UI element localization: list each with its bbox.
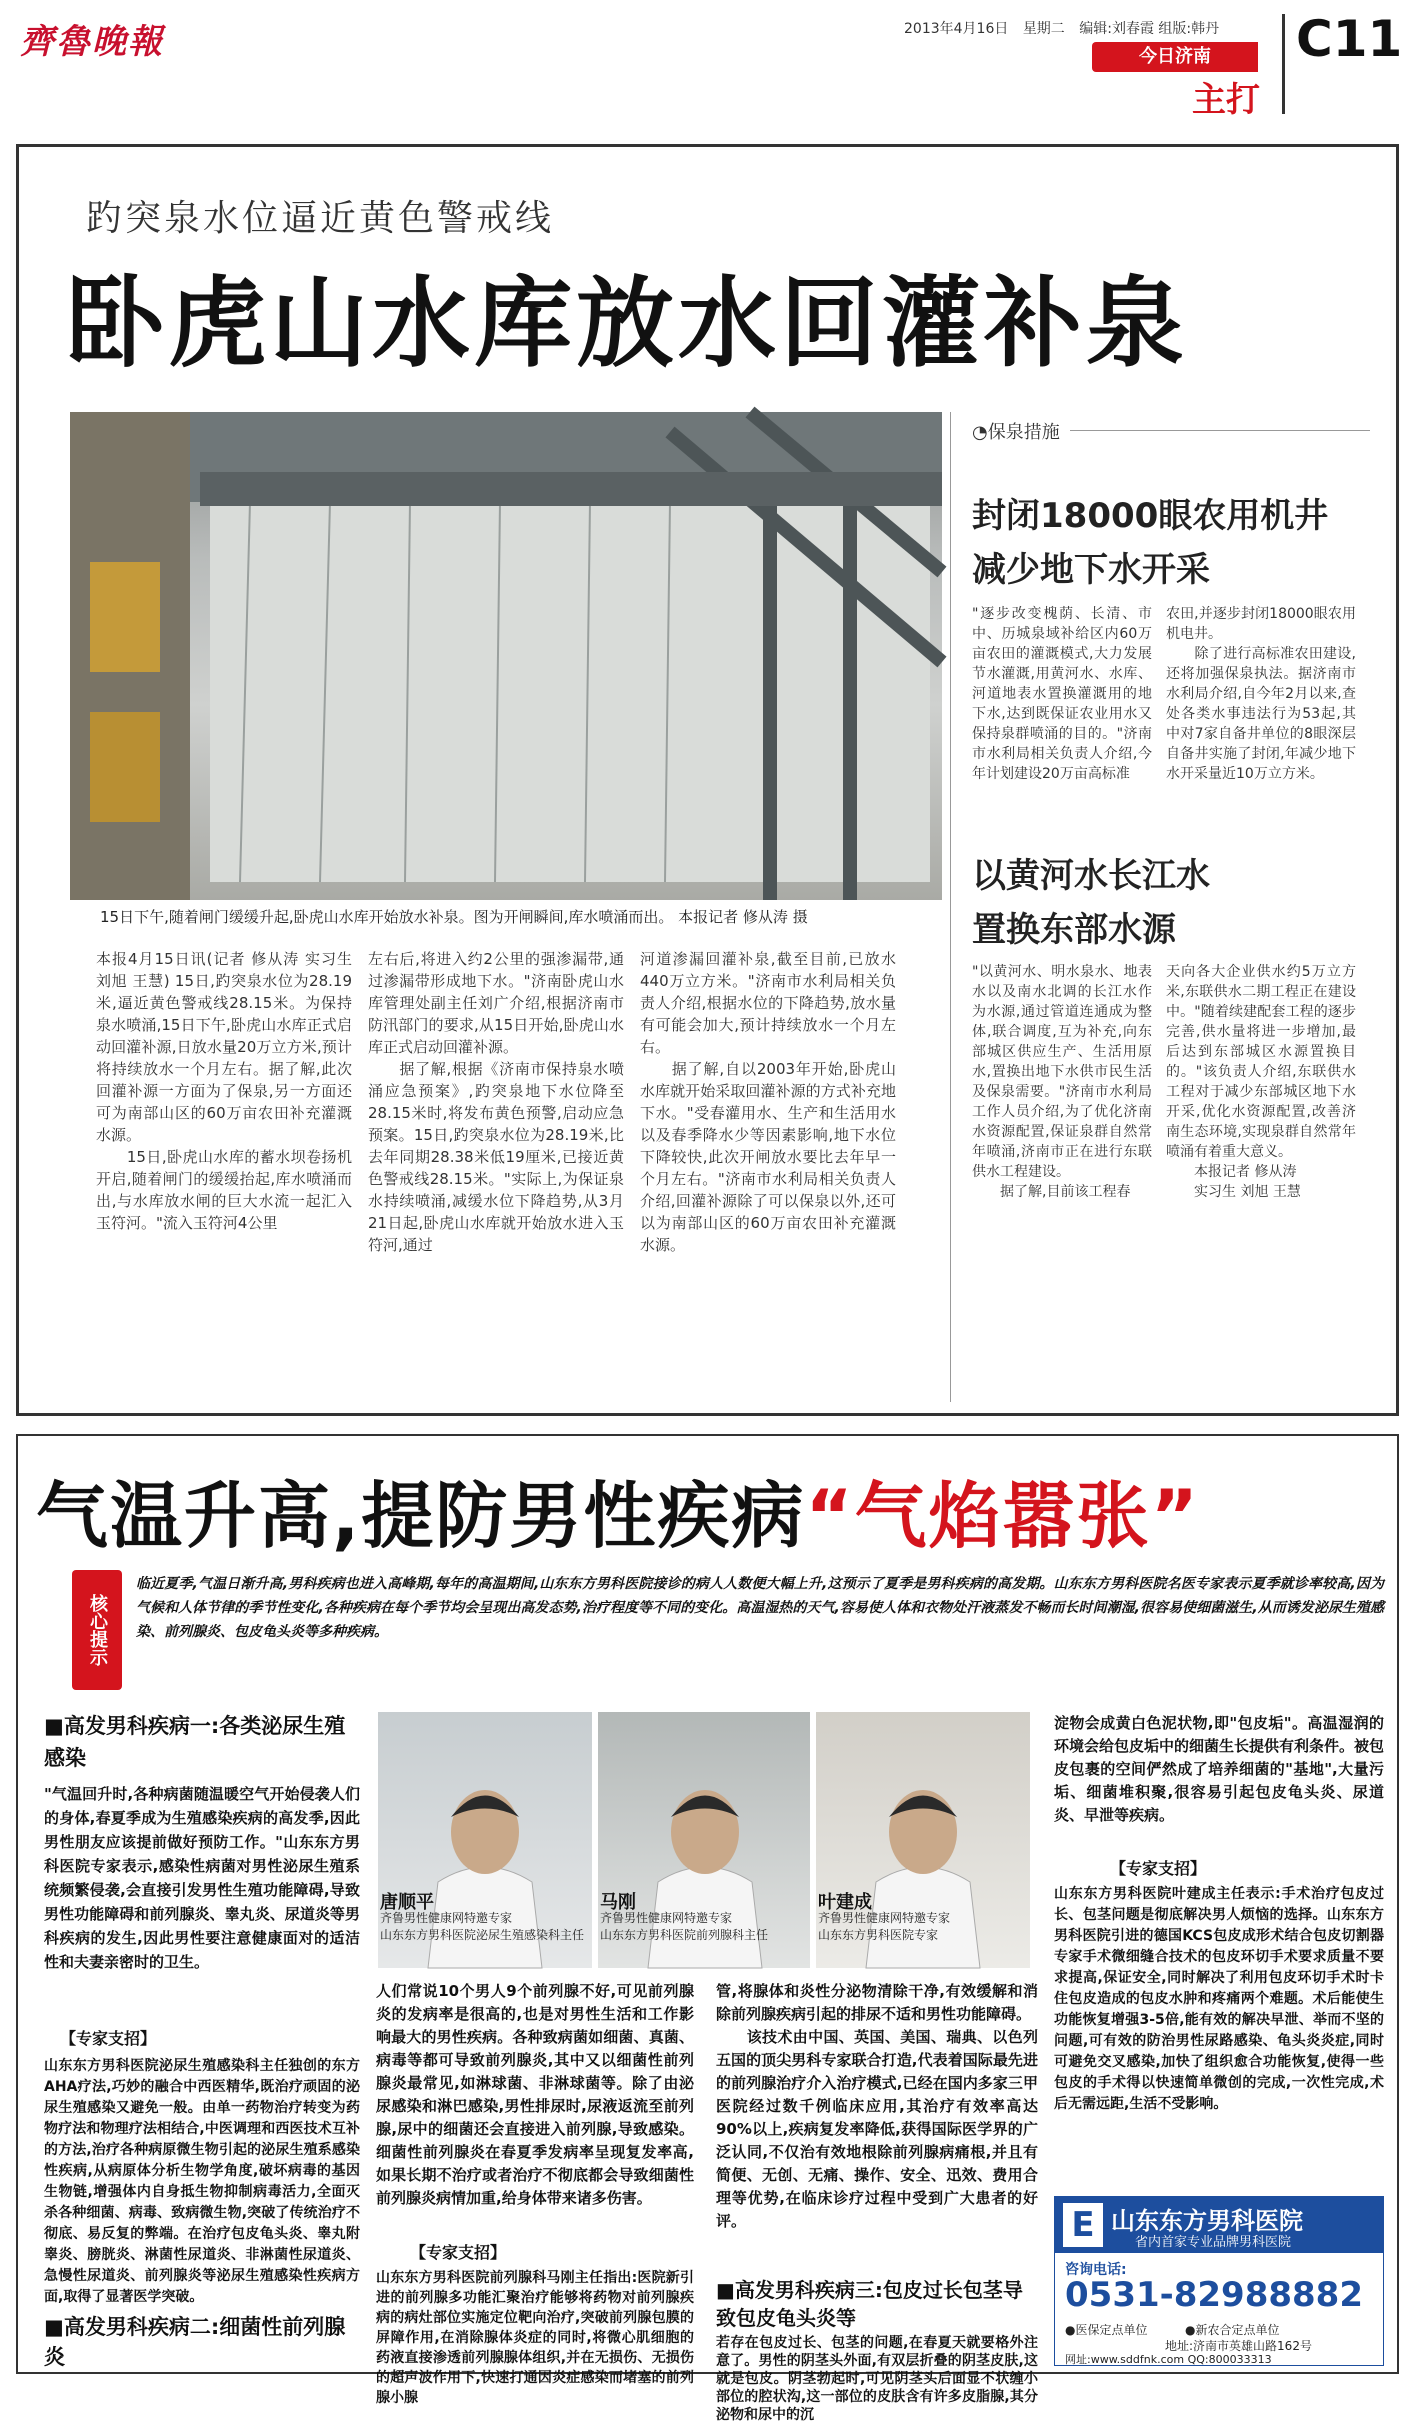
doctor-title-1: 齐鲁男性健康网特邀专家 山东东方男科医院泌尿生殖感染科主任: [380, 1911, 585, 1942]
phone-label: 咨询电话:: [1065, 2262, 1127, 2278]
sec1-expert-text: 山东东方男科医院泌尿生殖感染科主任独创的东方AHA疗法,巧妙的融合中西医精华,既治疗顽固的泌尿生殖感染又避免一般。由单一药物治疗转变为药物疗法和物理疗法相结合,中医调理和西医技术互补的方法,治疗各种病原微生物引起的泌尿生殖系感染性疾病,从病原体分析生物学角度,破坏病毒的基因生物链,增强体内自身抵生物抑制病毒活力,全面灭杀各种细菌、病毒、致病微生物,突破了传统治疗不彻底、易反复的弊端。在治疗包皮龟头炎、睾丸附睾炎、膀胱炎、淋菌性尿道炎、非淋菌性尿道炎、急慢性尿道炎、前列腺炎等泌尿生殖感染性疾病方面,取得了显著医学突破。: [44, 2058, 360, 2305]
article-body-col2: 左右后,将进入约2公里的强渗漏带,通过渗漏带形成地下水。"济南卧虎山水库管理处副主任刘广介绍,根据济南市防汛部门的要求,从15日开始,卧虎山水库正式启动回灌补源。 据了解,根据《济南市保持泉水喷涌应急预案》,趵突泉地下水位降至28.15米时,将发布黄色预警,启动应急预案。15日,趵突泉水位为28.19米,比去年同期28.38米低19厘米,已接近黄色警戒线28.15米。"实际上,为保证泉水持续喷涌,减缓水位下降趋势,从3月21日起,卧虎山水库就开始放水进入玉符河,通过: [368, 950, 624, 1254]
mid-col2-text: 管,将腺体和炎性分泌物清除干净,有效缓解和消除前列腺疾病引起的排尿不适和男性功能障碍。 该技术由中国、英国、美国、瑞典、以色列五国的顶尖男科专家联合打造,代表着国际最先进的前列腺治疗介入治疗模式,已经在国内多家三甲医院经过数千例临床应用,其治疗有效率高达90%以上,疾病复发率降低,获得国际医学界的广泛认同,不仅治有效地根除前列腺病痛根,并且有简便、无创、无痛、操作、安全、迅效、费用合理等优势,在临床诊疗过程中受到广大患者的好评。: [716, 1982, 1038, 2230]
sec3-title: ■高发男科疾病三:包皮过长包茎导致包皮龟头炎等: [716, 2278, 1023, 2330]
newspaper-logo: 齊魯晚報: [20, 22, 164, 62]
hospital-slogan: 省内首家专业品牌男科医院: [1135, 2235, 1292, 2250]
core-text: 临近夏季,气温日渐升高,男科疾病也进入高峰期,每年的高温期间,山东东方男科医院接诊的病人人数便大幅上升,这预示了夏季是男科疾病的高发期。山东东方男科医院名医专家表示夏季就诊率较高,因为气候和人体节律的季节性变化,各种疾病在每个季节均会呈现出高发态势,治疗程度等不同的变化。高温湿热的天气,容易使人体和衣物处汗液蒸发不畅而长时间潮湿,很容易使细菌滋生,从而诱发泌尿生殖感染、前列腺炎、包皮龟头炎等多种疾病。: [136, 1576, 1384, 1640]
sidebar-head2-line1: 以黄河水长江水: [972, 856, 1210, 896]
doctor-name-2: 马刚: [600, 1892, 636, 1913]
sidebar-head1-line2: 减少地下水开采: [972, 550, 1210, 590]
sidebar-s1-col1: "逐步改变槐荫、长清、市中、历城泉域补给区内60万亩农田的灌溉模式,大力发展节水灌溉,用黄河水、水库、河道地表水置换灌溉用的地下水,达到既保证农业用水又保持泉群喷涌的目的。"济南市水利局相关负责人介绍,今年计划建设20万亩高标准: [972, 606, 1152, 782]
section-tag: 今日济南: [1092, 42, 1258, 72]
hospital-address: 地址:济南市英雄山路162号: [1165, 2339, 1312, 2353]
section-sub: 主打: [1192, 80, 1260, 120]
hospital-name: 山东东方男科医院: [1111, 2207, 1303, 2235]
mid-expert-label: 【专家支招】: [410, 2243, 507, 2262]
sidebar-label-icon: ◔: [972, 422, 988, 443]
rural-insurance-badge: ●新农合定点单位: [1185, 2323, 1280, 2337]
sec1-title: ■高发男科疾病一:各类泌尿生殖感染: [44, 1714, 346, 1770]
sidebar-s2-col1: "以黄河水、明水泉水、地表水以及南水北调的长江水作为水源,通过管道连通成为整体,联合调度,互为补充,向东部城区供应生产、生活用原水,置换出地下水供市民生活及保泉需要。"济南市水利局工作人员介绍,为了优化济南水资源配置,保证泉群自然常年喷涌,济南市正在进行东联供水工程建设。 据了解,目前该工程春: [972, 964, 1152, 1200]
issue-date: 2013年4月16日: [904, 21, 1009, 37]
ad-headline-main: 气温升高,提防男性疾病: [36, 1474, 806, 1558]
hospital-banner: [1055, 2197, 1383, 2253]
page-divider: [1282, 14, 1285, 114]
photo-caption: 15日下午,随着闸门缓缓升起,卧虎山水库开始放水补泉。图为开闸瞬间,库水喷涌而出。 本报记者 修从涛 摄: [100, 908, 808, 926]
article-body-col3: 河道渗漏回灌补泉,截至目前,已放水440万立方米。"济南市水利局相关负责人介绍,根据水位的下降趋势,放水量有可能会加大,预计持续放水一个月左右。 据了解,自以2003年开始,卧虎山水库就开始采取回灌补源的方式补充地下水。"受春灌用水、生产和生活用水以及春季降水少等因素影响,地下水位下降较快,此次开闸放水要比去年早一个月左右。"济南市水利局相关负责人介绍,回灌补源除了可以保泉以外,还可以为南部山区的60万亩农田补充灌溉水源。: [640, 950, 896, 1254]
right-expert-label: 【专家支招】: [1110, 1859, 1207, 1878]
ad-headline: [36, 1458, 1200, 1562]
sec3-text: 若存在包皮过长、包茎的问题,在春夏天就要格外注意了。男性的阴茎头外面,有双层折叠的阴茎皮肤,这就是包皮。阴茎勃起时,可见阴茎头后面显不状缠小部位的腔状沟,这一部位的皮肤含有许多皮脂腺,其分泌物和尿中的沉: [716, 2335, 1038, 2423]
right-text: 淀物会成黄白色泥状物,即"包皮垢"。高温湿润的环境会给包皮垢中的细菌生长提供有利条件。被包皮包裹的空间俨然成了培养细菌的"基地",大量污垢、细菌堆积聚,很容易引起包皮龟头炎、尿道炎、早泄等疾病。: [1054, 1714, 1385, 1824]
sec2-title: ■高发男科疾病二:细菌性前列腺炎: [44, 2315, 346, 2369]
doctor-name-1: 唐顺平: [380, 1892, 434, 1913]
hospital-logo-icon: E: [1063, 2203, 1103, 2247]
insurance-badge: ●医保定点单位: [1065, 2323, 1148, 2337]
mid-col1-text: 人们常说10个男人9个前列腺不好,可见前列腺炎的发病率是很高的,也是对男性生活和工作影响最大的男性疾病。各种致病菌如细菌、真菌、病毒等都可导致前列腺炎,其中又以细菌性前列腺炎最常见,如淋球菌、非淋球菌等。除了由泌尿感染和淋巴感染,男性排尿时,尿液返流至前列腺,尿中的细菌还会直接进入前列腺,导致感染。细菌性前列腺炎在春夏季发病率呈现复发率高,如果长期不治疗或者治疗不彻底都会导致细菌性前列腺炎病情加重,给身体带来诸多伤害。: [376, 1982, 694, 2207]
hospital-box: [1054, 2196, 1384, 2366]
sidebar-label-rule: [1070, 430, 1370, 431]
doctor-name-3: 叶建成: [818, 1892, 872, 1913]
sec1-expert-label: 【专家支招】: [60, 2029, 157, 2048]
ad-headline-highlight: “气焰嚣张”: [805, 1474, 1201, 1558]
mid-expert-text: 山东东方男科医院前列腺科马刚主任指出:医院新引进的前列腺多功能汇聚治疗能够将药物对前列腺疾病的病灶部位实施定位靶向治疗,突破前列腺包膜的屏障作用,在消除腺体炎症的同时,将微心肌细胞的药液直接渗透前列腺腺体组织,并在无损伤、无损伤的超声波作用下,快速打通因炎症感染而堵塞的前列腺小腺: [376, 2270, 694, 2406]
article-headline: 卧虎山水库放水回灌补泉: [66, 267, 1189, 381]
article-kicker: 趵突泉水位逼近黄色警戒线: [86, 198, 555, 239]
hospital-website: 网址:www.sddfnk.com QQ:800033313: [1065, 2353, 1272, 2366]
issue-editors: 编辑:刘春霞 组版:韩丹: [1079, 21, 1220, 37]
sec1-text: "气温回升时,各种病菌随温暖空气开始侵袭人们的身体,春夏季成为生殖感染疾病的高发季,因此男性朋友应该提前做好预防工作。"山东东方男科医院专家表示,感染性病菌对男性泌尿生殖系统频繁侵袭,会直接引发男性生殖功能障碍,导致男性功能障碍和前列腺炎、睾丸炎、尿道炎等男科疾病的发生,因此男性要注意健康面对的适洁性和夫妻亲密时的卫生。: [44, 1785, 360, 1971]
article-body-col1: 本报4月15日讯(记者 修从涛 实习生 刘旭 王慧) 15日,趵突泉水位为28.19米,逼近黄色警戒线28.15米。为保持泉水喷涌,15日下午,卧虎山水库正式启动回灌补源,日放水量20万立方米,预计将持续放水一个月左右。据了解,此次回灌补源一方面为了保泉,另一方面还可为南部山区的60万亩农田补充灌溉水源。 15日,卧虎山水库的蓄水坝卷扬机开启,随着闸门的缓缓抬起,库水喷涌而出,与水库放水闸的巨大水流一起汇入玉符河。"流入玉符河4公里: [96, 950, 352, 1232]
doctor-title-2: 齐鲁男性健康网特邀专家 山东东方男科医院前列腺科主任: [600, 1911, 769, 1942]
sidebar-label: ◔保泉措施: [972, 422, 1060, 443]
sidebar-head2-line2: 置换东部水源: [972, 910, 1176, 950]
spillway-illustration: [70, 412, 942, 900]
hospital-phone: 0531-82988882: [1065, 2275, 1363, 2315]
sidebar-head1-line1: 封闭18000眼农用机井: [972, 496, 1329, 536]
spillway-photo: [70, 412, 942, 900]
issue-weekday: 星期二: [1022, 21, 1065, 37]
core-label: 核心提示: [72, 1570, 122, 1690]
doctor-title-3: 齐鲁男性健康网特邀专家 山东东方男科医院专家: [818, 1911, 951, 1942]
sidebar-s1-col2: 农田,并逐步封闭18000眼农用机电井。 除了进行高标准农田建设,还将加强保泉执法。据济南市水利局介绍,自今年2月以来,查处各类水事违法行为53起,其中对7家自备井单位的8眼深层自备井实施了封闭,年减少地下水开采量近10万立方米。: [1166, 606, 1356, 782]
sidebar-divider: [950, 412, 951, 1402]
page-number: C11: [1296, 10, 1403, 68]
right-expert-text: 山东东方男科医院叶建成主任表示:手术治疗包皮过长、包茎问题是彻底解决男人烦恼的选择。山东东方男科医院引进的德国KCS包皮成形术结合包皮切割器专家手术微细缝合技术的包皮环切手术要求质量不要求提高,保证安全,同时解决了利用包皮环切手术时卡住包皮造成的包皮水肿和疼痛两个难题。术后能使生功能恢复增强3-5倍,能有效的解决早泄、举而不坚的问题,可有效的防治男性尿路感染、龟头炎炎症,同时可避免交叉感染,加快了组织愈合功能恢复,使得一些包皮的手术得以快速简单微创的完成,一次性完成,术后无需远距,生活不受影响。: [1054, 1886, 1384, 2112]
sidebar-s2-col2: 天向各大企业供水约5万立方米,东联供水二期工程正在建设中。"随着续建配套工程的逐步完善,供水量将进一步增加,最后达到东部城区水源置换目的。"该负责人介绍,东联供水工程对于减少东部城区地下水开采,优化水资源配置,改善济南生态环境,实现泉群自然常年喷涌有着重大意义。 本报记者 修从涛 实习生 刘旭 王慧: [1166, 964, 1356, 1200]
